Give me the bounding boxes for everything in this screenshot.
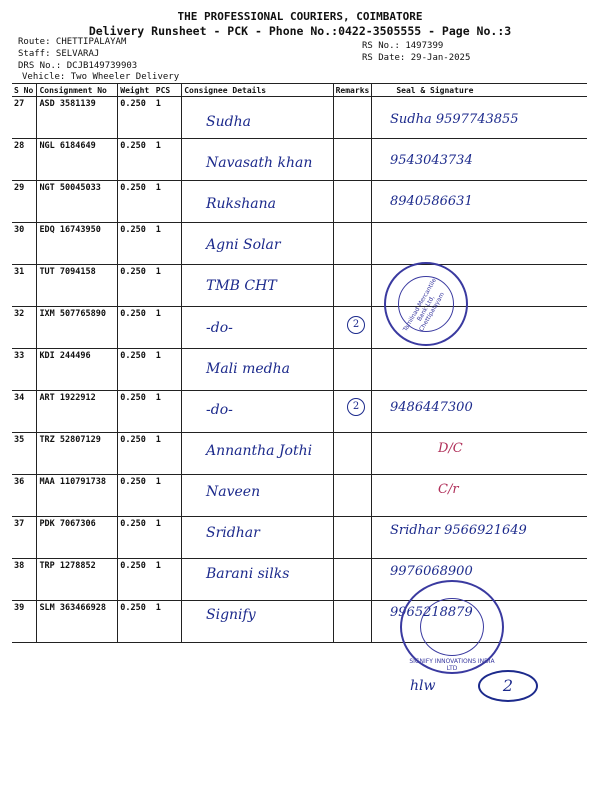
row-pcs: 1 bbox=[154, 139, 182, 181]
row-sno: 37 bbox=[12, 517, 37, 559]
row-consignment-no: MAA 110791738 bbox=[37, 475, 118, 517]
row-weight: 0.250 bbox=[118, 307, 154, 349]
row-remarks-cell bbox=[333, 433, 372, 475]
handwritten-consignee: Barani silks bbox=[206, 566, 290, 583]
row-sno: 32 bbox=[12, 307, 37, 349]
row-remarks-cell bbox=[333, 265, 372, 307]
row-weight: 0.250 bbox=[118, 181, 154, 223]
row-consignment-no: SLM 363466928 bbox=[37, 601, 118, 643]
handwritten-signature: Sridhar 9566921649 bbox=[390, 523, 527, 538]
table-row bbox=[12, 559, 587, 601]
handwritten-signature: 9543043734 bbox=[390, 153, 473, 169]
row-pcs: 1 bbox=[154, 265, 182, 307]
table-header-row bbox=[12, 84, 587, 97]
handwritten-consignee: Sudha bbox=[206, 114, 251, 130]
row-remarks-cell bbox=[333, 517, 372, 559]
row-sno: 35 bbox=[12, 433, 37, 475]
row-remarks-cell bbox=[333, 97, 372, 139]
row-sno: 31 bbox=[12, 265, 37, 307]
runsheet-title: Delivery Runsheet - PCK - Phone No.:0422-3505555 - Page No.:3 bbox=[88, 24, 512, 38]
handwritten-signature: C/r bbox=[438, 481, 459, 497]
route-label: Route: CHETTIPALAYAM bbox=[18, 37, 127, 47]
col-weight-header: Weight bbox=[118, 84, 154, 97]
row-consignment-no: NGT 50045033 bbox=[37, 181, 118, 223]
circled-count: 2 bbox=[478, 670, 538, 702]
vehicle-label: Vehicle: Two Wheeler Delivery bbox=[22, 72, 180, 82]
handwritten-consignee: Annantha Jothi bbox=[206, 442, 313, 459]
col-sno-header: S No bbox=[12, 84, 37, 97]
row-sno: 27 bbox=[12, 97, 37, 139]
row-consignee-cell bbox=[182, 391, 333, 433]
row-signature-cell bbox=[372, 349, 587, 391]
row-signature-cell bbox=[372, 433, 587, 475]
company-title: THE PROFESSIONAL COURIERS, COIMBATORE bbox=[177, 10, 423, 23]
table-row bbox=[12, 265, 587, 307]
row-weight: 0.250 bbox=[118, 391, 154, 433]
row-pcs: 1 bbox=[154, 349, 182, 391]
footer-initials: hlw bbox=[410, 678, 436, 694]
handwritten-consignee: -do- bbox=[206, 319, 233, 336]
handwritten-consignee: Agni Solar bbox=[206, 237, 281, 254]
row-consignment-no: TRP 1278852 bbox=[37, 559, 118, 601]
col-pcs-header: PCS bbox=[154, 84, 182, 97]
row-sno: 33 bbox=[12, 349, 37, 391]
signify-seal-stamp: SIGNIFY INNOVATIONS INDIA LTD bbox=[400, 580, 504, 674]
remarks-circled-mark: 2 bbox=[347, 398, 365, 416]
row-sno: 28 bbox=[12, 139, 37, 181]
remarks-circled-mark: 2 bbox=[347, 316, 365, 334]
table-row bbox=[12, 349, 587, 391]
col-consignee-header: Consignee Details bbox=[182, 84, 333, 97]
row-pcs: 1 bbox=[154, 97, 182, 139]
row-consignee-cell bbox=[182, 307, 333, 349]
handwritten-signature: D/C bbox=[438, 440, 463, 456]
row-signature-cell bbox=[372, 223, 587, 265]
table-row bbox=[12, 391, 587, 433]
rs-number: RS No.: 1497399 bbox=[362, 41, 444, 51]
handwritten-consignee: Sridhar bbox=[206, 525, 260, 541]
handwritten-consignee: Signify bbox=[206, 607, 256, 624]
row-pcs: 1 bbox=[154, 517, 182, 559]
col-consignment-header: Consignment No bbox=[37, 84, 118, 97]
col-remarks-header: Remarks bbox=[333, 84, 372, 97]
row-sno: 39 bbox=[12, 601, 37, 643]
row-remarks-cell bbox=[333, 139, 372, 181]
bank-seal-stamp: Tamilnad Mercantile Bank Ltd, Chettipalayam bbox=[384, 262, 468, 346]
row-weight: 0.250 bbox=[118, 265, 154, 307]
handwritten-signature: 8940586631 bbox=[390, 194, 473, 210]
handwritten-signature: Sudha 9597743855 bbox=[390, 112, 519, 127]
row-weight: 0.250 bbox=[118, 97, 154, 139]
row-consignment-no: EDQ 16743950 bbox=[37, 223, 118, 265]
row-consignee-cell bbox=[182, 601, 333, 643]
row-weight: 0.250 bbox=[118, 517, 154, 559]
rs-date: RS Date: 29-Jan-2025 bbox=[362, 53, 471, 63]
row-consignment-no: KDI 244496 bbox=[37, 349, 118, 391]
table-row bbox=[12, 307, 587, 349]
row-pcs: 1 bbox=[154, 181, 182, 223]
row-weight: 0.250 bbox=[118, 601, 154, 643]
row-signature-cell bbox=[372, 475, 587, 517]
row-consignment-no: ART 1922912 bbox=[37, 391, 118, 433]
row-consignee-cell bbox=[182, 97, 333, 139]
row-weight: 0.250 bbox=[118, 433, 154, 475]
row-pcs: 1 bbox=[154, 475, 182, 517]
row-consignment-no: IXM 507765890 bbox=[37, 307, 118, 349]
row-remarks-cell bbox=[333, 349, 372, 391]
handwritten-signature: 9965218879 bbox=[390, 605, 473, 621]
row-pcs: 1 bbox=[154, 391, 182, 433]
row-sno: 36 bbox=[12, 475, 37, 517]
col-signature-header: Seal & Signature bbox=[372, 84, 587, 97]
row-weight: 0.250 bbox=[118, 475, 154, 517]
row-weight: 0.250 bbox=[118, 223, 154, 265]
row-consignment-no: ASD 3581139 bbox=[37, 97, 118, 139]
handwritten-consignee: Navasath khan bbox=[206, 155, 313, 172]
row-sno: 29 bbox=[12, 181, 37, 223]
row-pcs: 1 bbox=[154, 433, 182, 475]
handwritten-signature: 9486447300 bbox=[390, 399, 473, 415]
row-weight: 0.250 bbox=[118, 349, 154, 391]
row-remarks-cell bbox=[333, 475, 372, 517]
row-sno: 34 bbox=[12, 391, 37, 433]
handwritten-signature: 9976068900 bbox=[390, 564, 473, 580]
handwritten-consignee: -do- bbox=[206, 401, 233, 418]
row-consignment-no: TUT 7094158 bbox=[37, 265, 118, 307]
row-consignment-no: TRZ 52807129 bbox=[37, 433, 118, 475]
row-pcs: 1 bbox=[154, 601, 182, 643]
row-weight: 0.250 bbox=[118, 559, 154, 601]
row-pcs: 1 bbox=[154, 559, 182, 601]
table-row bbox=[12, 181, 587, 223]
row-remarks-cell bbox=[333, 559, 372, 601]
row-remarks-cell bbox=[333, 601, 372, 643]
drs-label: DRS No.: DCJB149739903 bbox=[18, 61, 138, 71]
row-sno: 30 bbox=[12, 223, 37, 265]
row-sno: 38 bbox=[12, 559, 37, 601]
handwritten-consignee: Mali medha bbox=[206, 360, 290, 377]
table-row bbox=[12, 223, 587, 265]
handwritten-consignee: Rukshana bbox=[206, 196, 276, 213]
row-weight: 0.250 bbox=[118, 139, 154, 181]
row-consignment-no: NGL 6184649 bbox=[37, 139, 118, 181]
handwritten-consignee: TMB CHT bbox=[206, 278, 277, 295]
row-pcs: 1 bbox=[154, 223, 182, 265]
row-remarks-cell bbox=[333, 181, 372, 223]
row-pcs: 1 bbox=[154, 307, 182, 349]
table-row bbox=[12, 475, 587, 517]
staff-label: Staff: SELVARAJ bbox=[18, 49, 100, 59]
row-remarks-cell bbox=[333, 223, 372, 265]
handwritten-consignee: Naveen bbox=[206, 483, 261, 500]
row-consignment-no: PDK 7067306 bbox=[37, 517, 118, 559]
